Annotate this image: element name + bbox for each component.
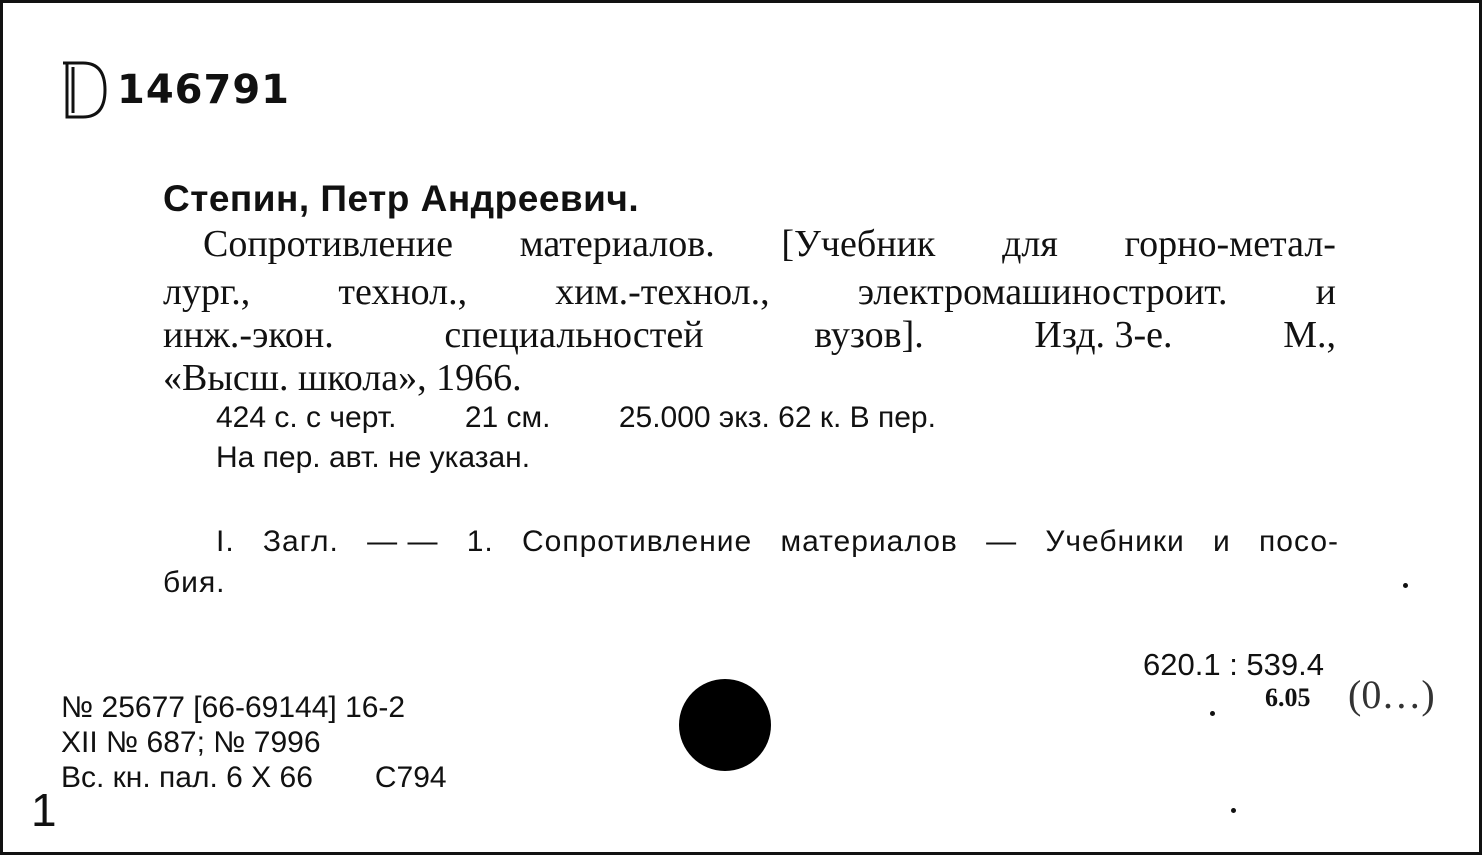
- stamp-number: 146791: [117, 67, 290, 113]
- subject-line-2: бия.: [163, 566, 226, 599]
- card-code: C794: [374, 761, 447, 794]
- author: Степин, Петр Андреевич.: [163, 178, 640, 219]
- title-line-2: лург., технол., хим.-технол., электромашиностроит. и: [163, 271, 1336, 313]
- accession-line-3: Вс. кн. пал. 6 X 66 C794: [61, 761, 447, 794]
- bbk-index: 6.05: [1265, 683, 1311, 712]
- ink-speck: [1231, 808, 1236, 813]
- stamp-letter-icon: [61, 55, 111, 125]
- accession-line-1: № 25677 [66-69144] 16-2: [61, 691, 406, 724]
- imprint-line: «Высш. школа», 1966.: [163, 357, 522, 399]
- subject-line-1: I. Загл. — — 1. Сопротивление материалов — Учебники и посо-: [216, 525, 1339, 558]
- physical-description: [216, 401, 996, 435]
- print-run: 25.000 экз. 62 к. В пер.: [618, 401, 936, 434]
- stamp: [61, 55, 290, 125]
- bbk-extra: (0…): [1348, 672, 1435, 717]
- udc-index: 620.1 : 539.4: [1143, 647, 1324, 682]
- pages: 424 с. с черт.: [216, 401, 397, 434]
- title-line-3: инж.-экон. специальностей вузов]. Изд. 3-е. М.,: [163, 314, 1336, 356]
- punch-hole: [679, 679, 771, 771]
- corner-mark: 1: [31, 784, 57, 836]
- accession-line-2: XII № 687; № 7996: [61, 726, 321, 759]
- ink-speck: [1403, 583, 1408, 588]
- size: 21 см.: [464, 401, 551, 434]
- title-line-1: Сопротивление материалов. [Учебник для горно-метал-: [203, 223, 1336, 265]
- note: На пер. авт. не указан.: [216, 441, 531, 474]
- ink-speck: [1210, 711, 1215, 716]
